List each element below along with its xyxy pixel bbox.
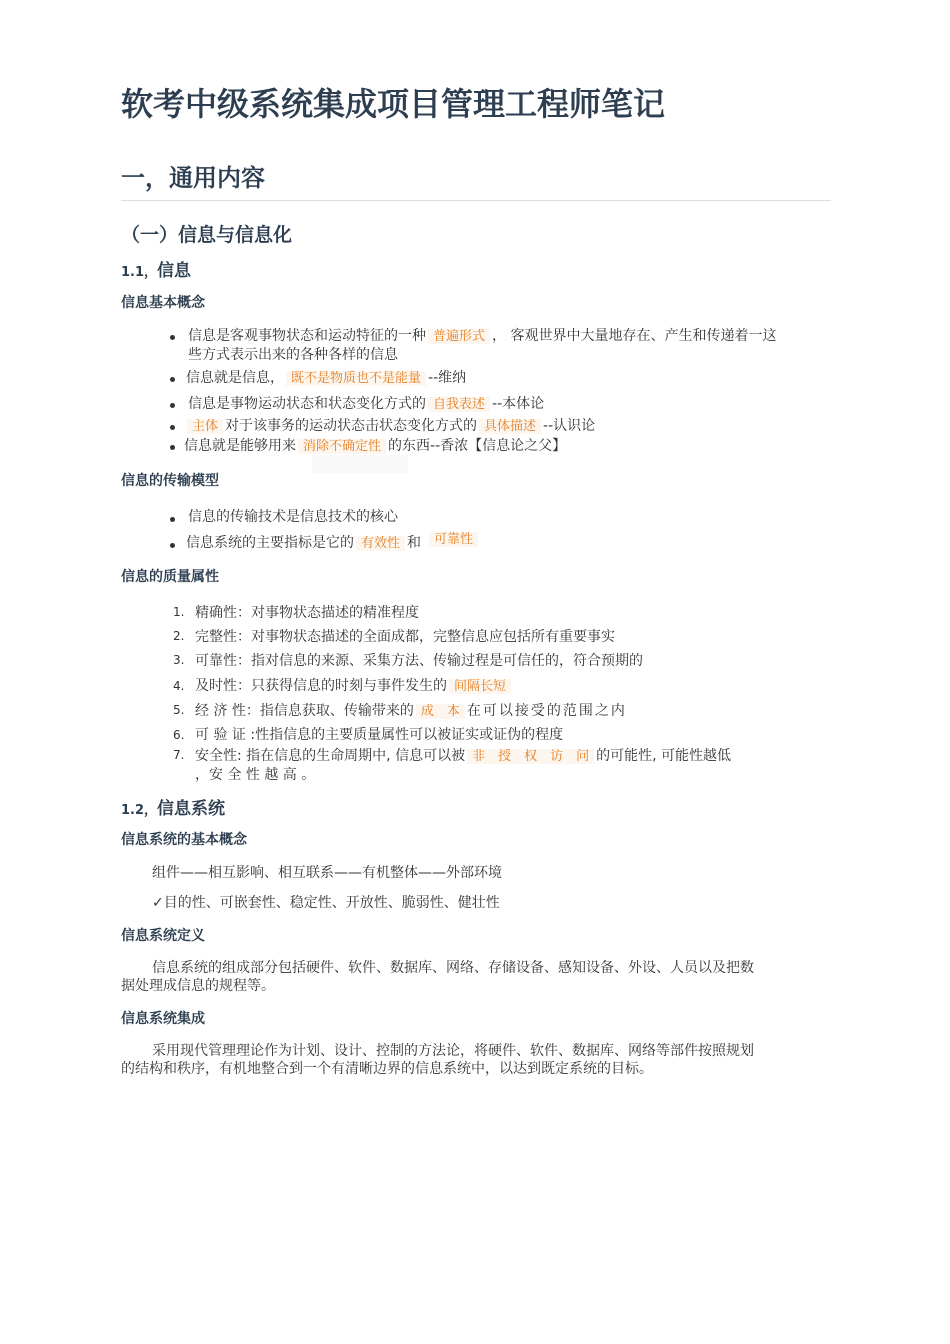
list-number: 3.: [173, 653, 185, 667]
highlight: 非 授 权 访 问: [467, 749, 594, 764]
section-heading-general: 一，通用内容: [121, 160, 831, 201]
highlight: 成 本: [416, 704, 465, 719]
highlight: 自我表述: [428, 397, 490, 412]
highlight: 有效性: [356, 536, 405, 551]
list-item: 信息系统的主要指标是它的 有效性 和 可靠性: [186, 534, 826, 553]
heading-number: 1.1，: [121, 265, 158, 280]
list-number: 5.: [173, 703, 185, 717]
paragraph: 组件——相互影响、相互联系——有机整体——外部环境: [152, 865, 502, 881]
list-number: 7.: [173, 748, 185, 762]
heading-text: 信息系统: [157, 799, 226, 819]
highlight: 间隔长短: [449, 679, 511, 694]
list-item: 信息的传输技术是信息技术的核心: [188, 509, 398, 525]
paragraph: ✓目的性、可嵌套性、稳定性、开放性、脆弱性、健壮性: [152, 895, 500, 911]
bullet-marker: [170, 335, 175, 340]
list-item: 安全性: 指在信息的生命周期中, 信息可以被 非 授 权 访 问 的可能性, 可能性越低 ，安 全 性 越 高 。: [195, 748, 731, 783]
highlight: 主体: [187, 419, 223, 434]
paragraph: 信息系统的组成部分包括硬件、软件、数据库、网络、存储设备、感知设备、外设、人员以及把数 据处理成信息的规程等。: [121, 960, 754, 994]
list-item: 主体 对于该事务的运动状态击状态变化方式的 具体描述 --认识论: [185, 417, 825, 436]
highlight: 既不是物质也不是能量: [286, 371, 426, 386]
heading-1-1: [121, 260, 191, 284]
list-item: 信息就是信息， 既不是物质也不是能量 --维纳: [186, 370, 467, 386]
list-item: 可靠性：指对信息的来源、采集方法、传输过程是可信任的，符合预期的: [195, 653, 643, 669]
list-number: 6.: [173, 728, 185, 742]
heading-number: 1.2，: [121, 803, 158, 818]
list-item: 信息就是能够用来 消除不确定性 的东西--香浓【信息论之父】: [184, 438, 567, 454]
list-number: 1.: [173, 605, 185, 619]
heading-info-quality: 信息的质量属性: [121, 569, 219, 585]
heading-system-definition: 信息系统定义: [121, 928, 205, 944]
bullet-marker: [170, 377, 175, 382]
list-item: 完整性：对事物状态描述的全面成都，完整信息应包括所有重要事实: [195, 629, 615, 645]
highlight-shadow: [312, 455, 408, 473]
highlight: 普遍形式: [428, 329, 490, 344]
highlight: 可靠性: [429, 532, 478, 547]
list-number: 2.: [173, 629, 185, 643]
heading-info-transmission: 信息的传输模型: [121, 473, 219, 489]
list-item: 及时性：只获得信息的时刻与事件发生的 间隔长短: [195, 677, 825, 696]
bullet-marker: [170, 517, 175, 522]
bullet-marker: [170, 445, 175, 450]
list-item: 可 验 证 :性指信息的主要质量属性可以被证实或证伪的程度: [195, 727, 564, 743]
list-item: 信息是事物运动状态和状态变化方式的 自我表述 --本体论: [188, 396, 545, 412]
bullet-marker: [170, 425, 175, 430]
heading-system-basic: 信息系统的基本概念: [121, 832, 247, 848]
heading-text: 信息: [157, 261, 192, 281]
list-item: 经 济 性：指信息获取、传输带来的 成 本 在可以接受的范围之内: [195, 703, 627, 719]
list-item: 信息是客观事物状态和运动特征的一种 普遍形式 ， 客观世界中大量地存在、产生和传递着一这 些方式表示出来的各种各样的信息: [188, 328, 777, 363]
paragraph: 采用现代管理理论作为计划、设计、控制的方法论，将硬件、软件、数据库、网络等部件按照规划 的结构和秩序，有机地整合到一个有清晰边界的信息系统中，以达到既定系统的目标。: [121, 1043, 754, 1077]
document-title: 软考中级系统集成项目管理工程师笔记: [121, 85, 666, 123]
highlight: 消除不确定性: [298, 439, 386, 454]
heading-info-concept: 信息基本概念: [121, 295, 205, 311]
heading-system-integration: 信息系统集成: [121, 1011, 205, 1027]
bullet-marker: [170, 543, 175, 548]
list-item: 精确性：对事物状态描述的精准程度: [195, 605, 419, 621]
bullet-marker: [170, 403, 175, 408]
subsection-heading-info: （一）信息与信息化: [121, 224, 293, 246]
list-number: 4.: [173, 679, 185, 693]
heading-1-2: [121, 798, 225, 822]
highlight: 具体描述: [479, 419, 541, 434]
